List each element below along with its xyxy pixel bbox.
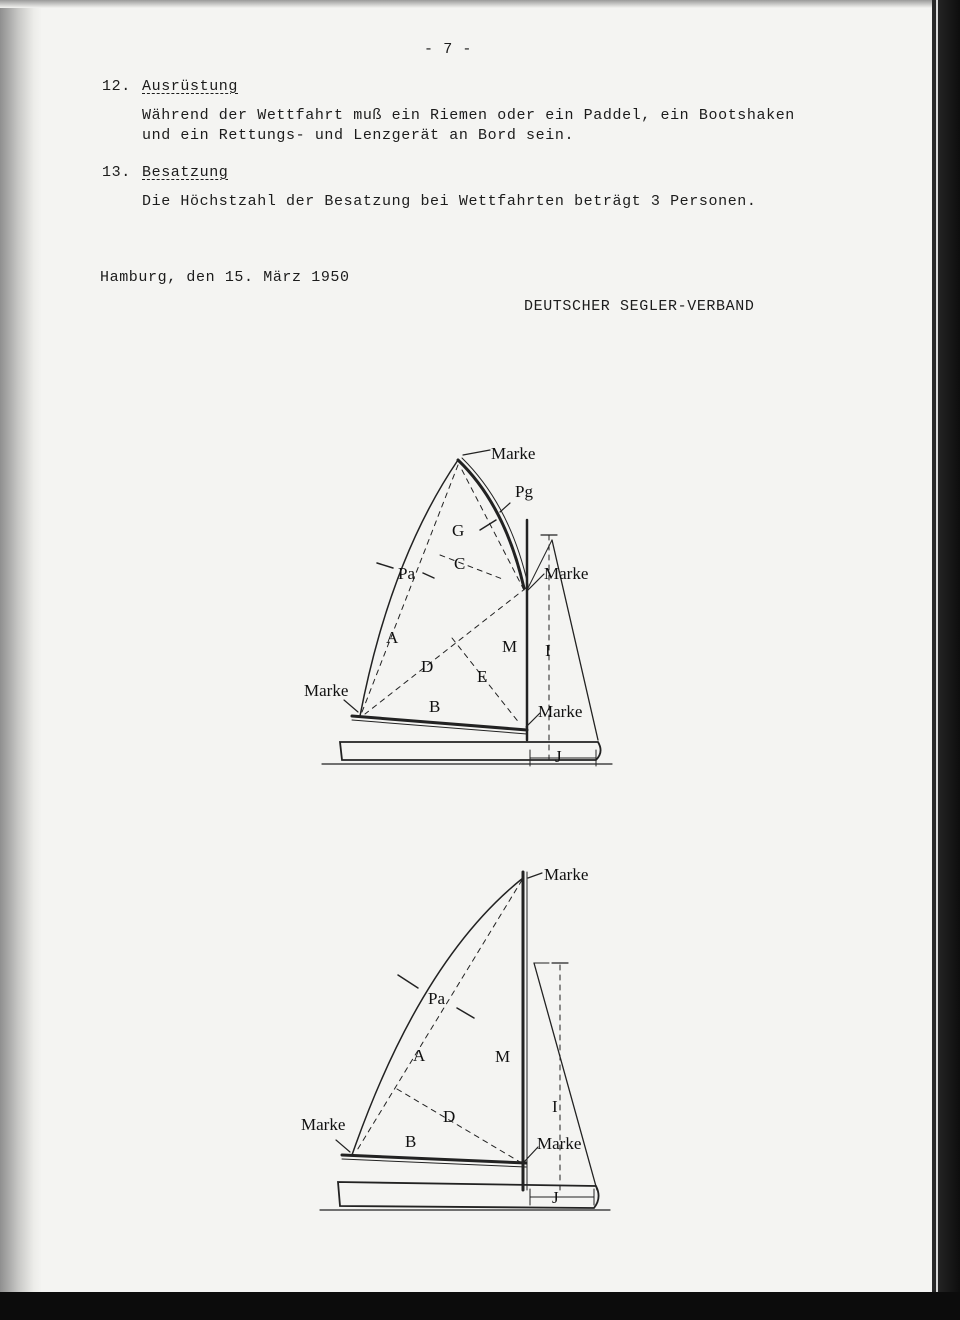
pa-arrow bbox=[457, 1008, 474, 1018]
label-marke-bottom: Marke bbox=[538, 702, 583, 721]
label-i: I bbox=[552, 1097, 558, 1116]
page-edge-strip bbox=[936, 0, 938, 1292]
section-text-line: und ein Rettungs- und Lenzgerät an Bord sein. bbox=[142, 127, 575, 144]
section-text-line: Die Höchstzahl der Besatzung bei Wettfahrten beträgt 3 Personen. bbox=[142, 193, 757, 210]
boom bbox=[342, 1155, 526, 1163]
label-b: B bbox=[405, 1132, 417, 1151]
label-j: J bbox=[552, 1188, 559, 1207]
marke-pointer bbox=[336, 1140, 350, 1152]
marke-pointer bbox=[528, 873, 542, 878]
marke-pointer bbox=[524, 1147, 538, 1162]
section-number: 12. bbox=[102, 78, 131, 95]
measure-a bbox=[356, 880, 522, 1152]
sail-leech bbox=[360, 460, 458, 716]
label-m: M bbox=[495, 1047, 511, 1066]
pg-arrow bbox=[480, 520, 496, 530]
label-d: D bbox=[443, 1107, 456, 1126]
label-marke-top: Marke bbox=[491, 444, 536, 463]
section-heading: Ausrüstung bbox=[142, 78, 239, 95]
pg-pointer bbox=[500, 503, 510, 512]
page-binding-shadow bbox=[0, 0, 42, 1292]
label-c: C bbox=[454, 554, 466, 573]
marke-pointer bbox=[463, 450, 490, 455]
boom bbox=[352, 716, 527, 730]
label-marke-right: Marke bbox=[544, 564, 589, 583]
marke-pointer bbox=[344, 700, 358, 712]
sail-plan-figure-2 bbox=[295, 860, 625, 1220]
hull bbox=[338, 1182, 599, 1208]
forestay bbox=[534, 963, 597, 1190]
organization-signature: DEUTSCHER SEGLER-VERBAND bbox=[524, 298, 755, 315]
sail-plan-figure-1 bbox=[300, 440, 630, 780]
place-date: Hamburg, den 15. März 1950 bbox=[100, 269, 350, 286]
label-marke-left: Marke bbox=[301, 1115, 346, 1134]
section-text-line: Während der Wettfahrt muß ein Riemen oder ein Paddel, ein Bootshaken bbox=[142, 107, 795, 124]
label-pa: Pa bbox=[398, 564, 415, 583]
label-marke-left: Marke bbox=[304, 681, 349, 700]
right-book-edge bbox=[932, 0, 960, 1292]
label-g: G bbox=[452, 521, 465, 540]
marke-pointer bbox=[528, 574, 544, 590]
label-e: E bbox=[477, 667, 488, 686]
page-number: - 7 - bbox=[424, 41, 473, 58]
label-marke-bottom: Marke bbox=[537, 1134, 582, 1153]
measure-c bbox=[440, 555, 505, 580]
label-marke-top: Marke bbox=[544, 865, 589, 884]
sail-leech bbox=[352, 878, 523, 1155]
page-top-shadow bbox=[0, 0, 932, 8]
pa-arrow bbox=[423, 573, 434, 578]
label-b: B bbox=[429, 697, 441, 716]
label-pg: Pg bbox=[515, 482, 533, 501]
label-a: A bbox=[413, 1046, 426, 1065]
measure-d bbox=[397, 1089, 520, 1162]
label-m: M bbox=[502, 637, 518, 656]
label-i: I bbox=[545, 641, 551, 660]
pa-arrow bbox=[398, 975, 418, 988]
label-d: D bbox=[421, 657, 434, 676]
label-a: A bbox=[386, 628, 399, 647]
section-number: 13. bbox=[102, 164, 131, 181]
pa-arrow bbox=[377, 563, 393, 568]
scan-bottom-border bbox=[0, 1292, 960, 1320]
measure-a bbox=[362, 465, 458, 712]
label-j: J bbox=[555, 747, 562, 766]
section-heading: Besatzung bbox=[142, 164, 229, 181]
label-pa: Pa bbox=[428, 989, 445, 1008]
